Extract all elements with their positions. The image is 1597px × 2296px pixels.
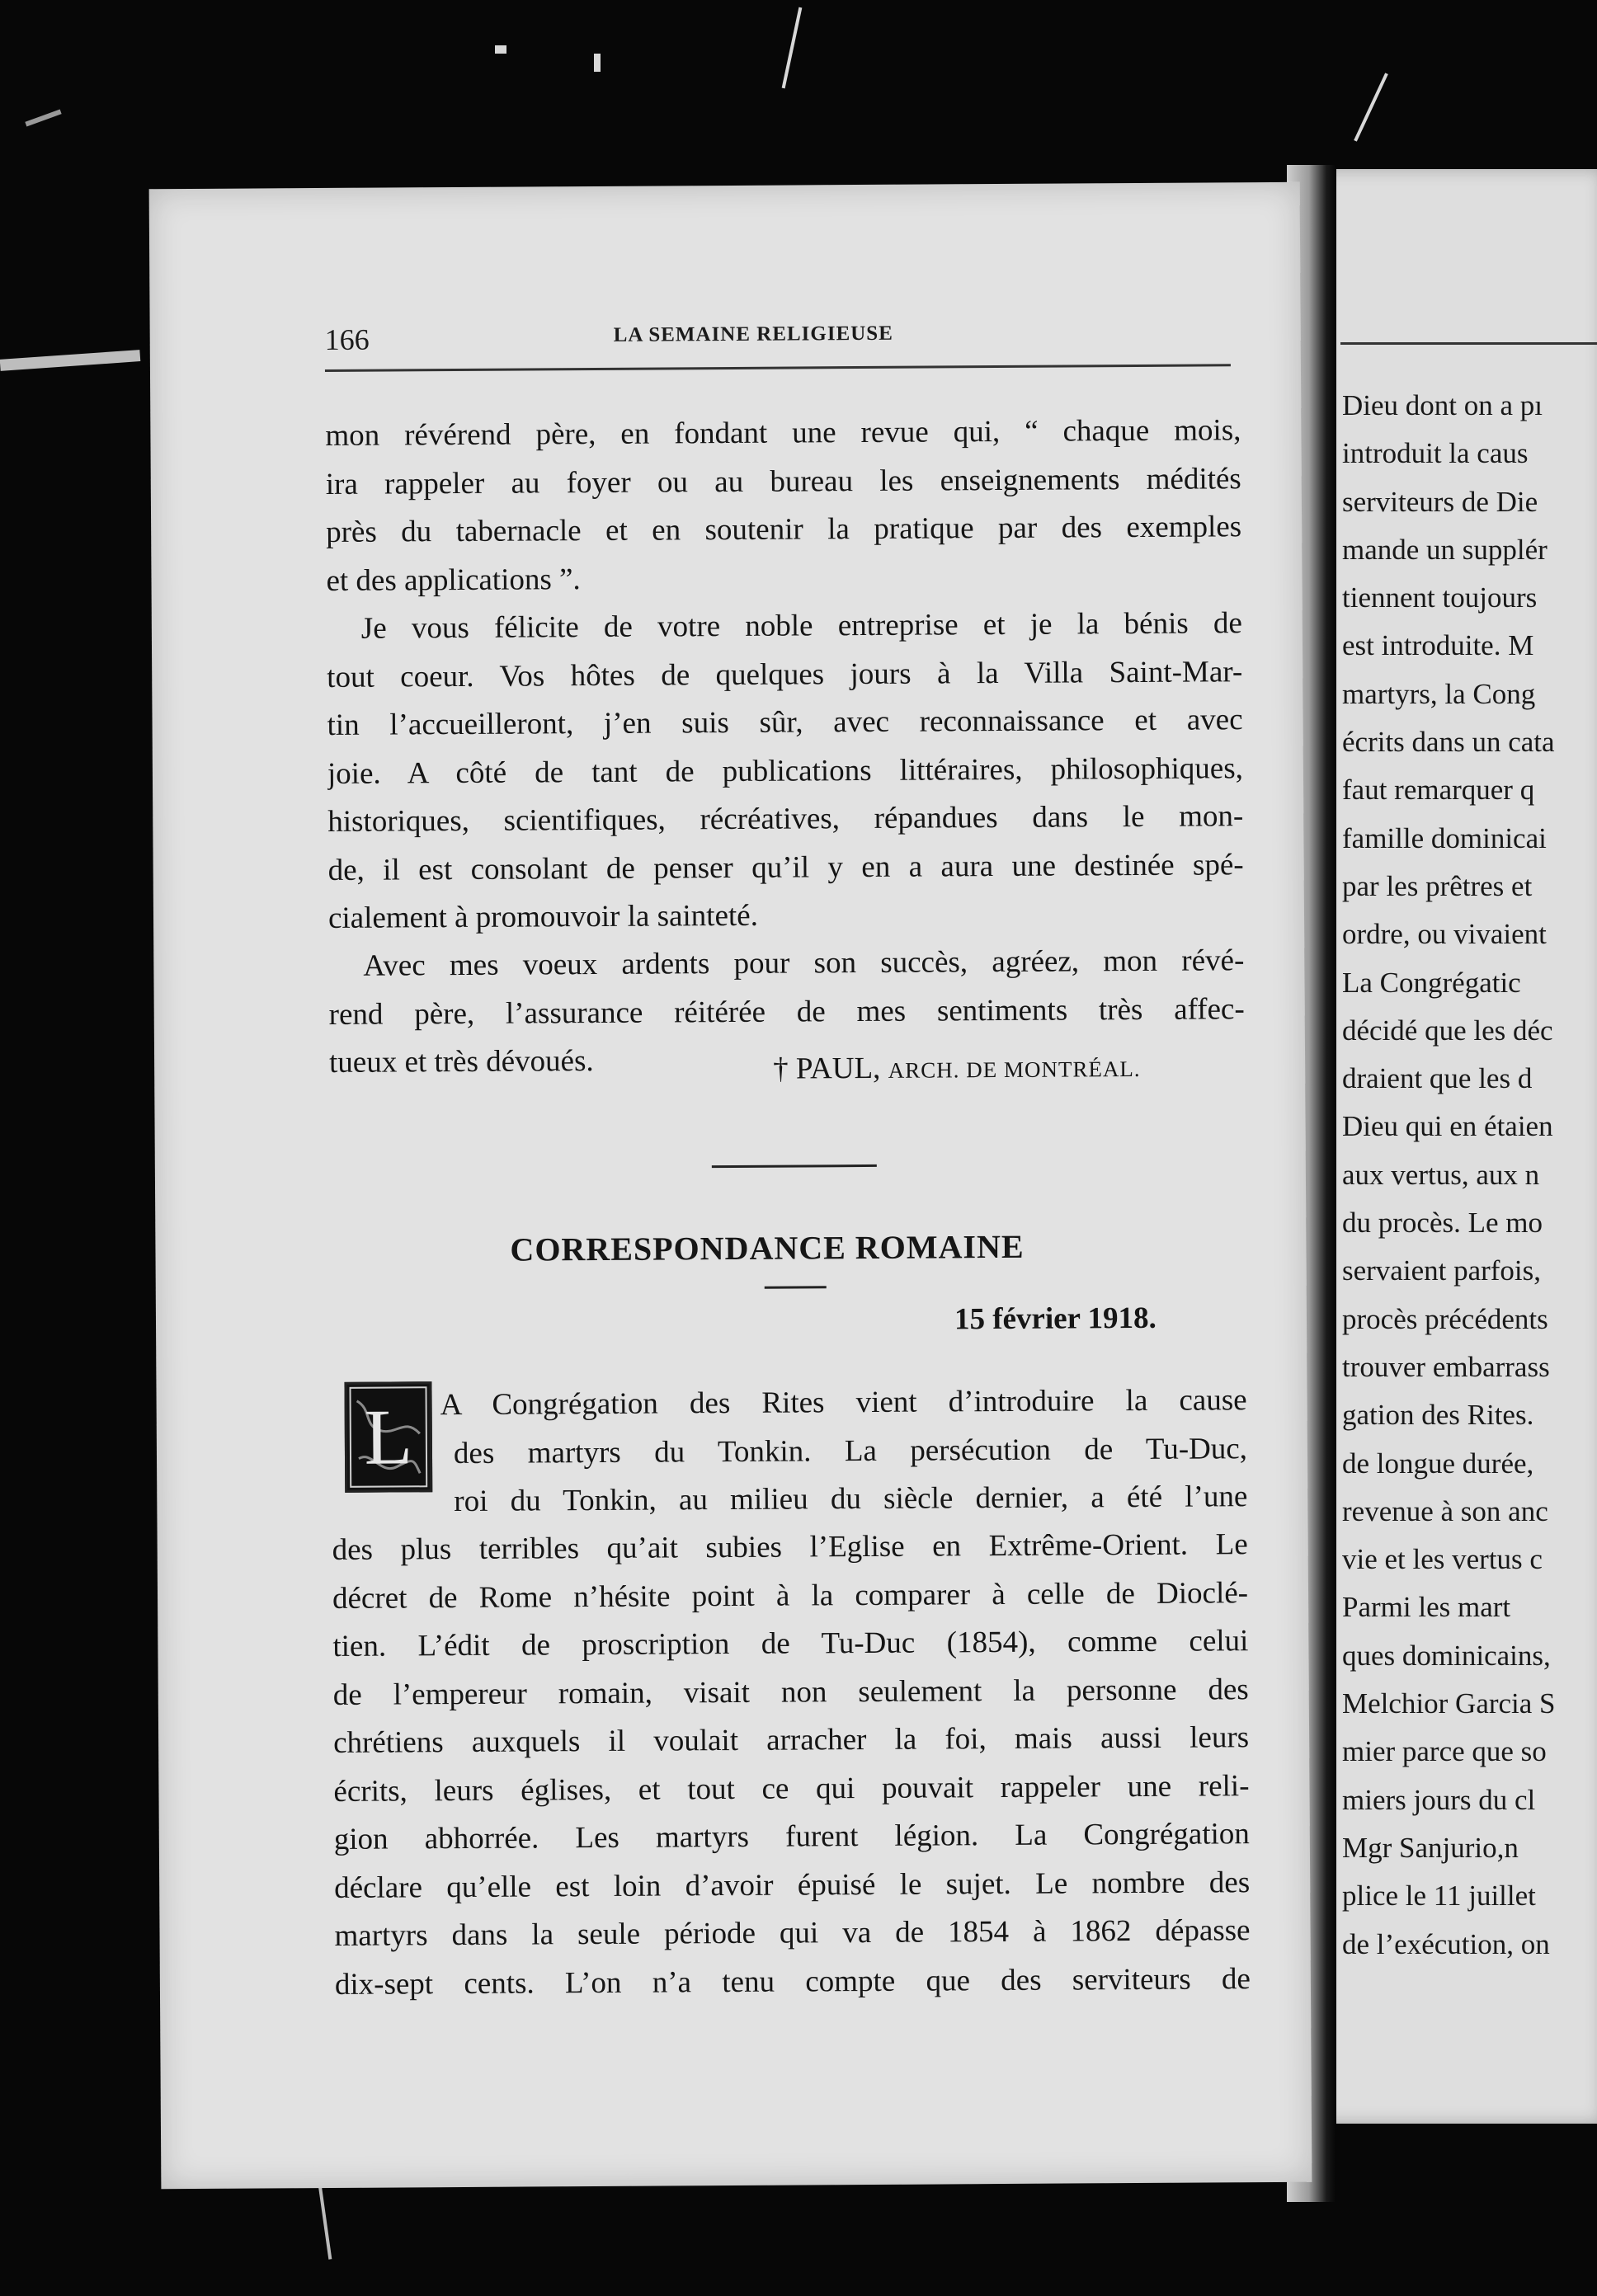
text-line: A Congrégation des Rites vient d’introduire la cause [440,1383,1247,1423]
signature [773,1049,1141,1087]
article-body [332,1521,1251,2009]
dateline: 15 février 1918. [954,1301,1157,1337]
text-line: cialement à promouvoir la sainteté. [327,898,759,935]
text-line: tin l’accueilleront, j’en suis sûr, avec reconnaissance et avec [327,703,1243,742]
right-page-text-line: serviteurs de Die [1342,485,1538,518]
left-page [149,182,1312,2189]
text-line: martyrs dans la seule période qui va de 1854 à 1862 dépasse [334,1913,1251,1953]
text-line: tout coeur. Vos hôtes de quelques jours à la Villa Saint-Mar- [327,654,1243,694]
text-line: mon révérend père, en fondant une revue qui, “ chaque mois, [325,413,1241,453]
scan-speck [782,7,803,89]
right-page-text-line: de l’exécution, on [1342,1927,1550,1960]
scan-speck [1354,73,1388,141]
signature-title: ARCH. DE MONTRÉAL. [888,1056,1141,1083]
article-opening-lines [440,1376,1248,1526]
text-line: rend père, l’assurance réitérée de mes sentiments très affec- [328,991,1245,1032]
scan-speck [495,45,506,54]
scan-speck [0,350,140,371]
right-page-text-column [1342,382,1597,1969]
header-rule [325,364,1231,372]
right-page-text-line: gation des Rites. [1342,1399,1534,1432]
text-line: écrits, leurs églises, et tout ce qui pouvait rappeler une reli- [333,1768,1250,1809]
right-page-text-line: mande un supplér [1342,533,1548,566]
dropcap-ornament-icon [346,1384,430,1490]
scan-speck [25,109,61,126]
right-page-text-line: ques dominicains, [1342,1639,1551,1672]
signature-name: † PAUL, [773,1051,881,1086]
right-page-text-line: Dieu qui en étaien [1342,1110,1553,1143]
right-page-text-line: par les prêtres et [1342,869,1533,902]
text-line: ira rappeler au foyer ou au bureau les enseignements médités [325,461,1241,501]
text-line: Je vous félicite de votre noble entreprise et je la bénis de [360,606,1242,646]
right-page-text-line: La Congrégatic [1342,966,1521,999]
right-page-text-line: est introduite. M [1342,629,1534,662]
text-line: près du tabernacle et en soutenir la pratique par des exemples [326,510,1242,549]
right-page-text-line: Dieu dont on a pı [1342,389,1543,421]
right-page-text-line: draient que les d [1342,1062,1533,1095]
right-page-text-line: vie et les vertus c [1342,1543,1543,1576]
letter-continuation [325,407,1241,605]
right-page-text-line: écrits dans un cata [1342,726,1555,759]
right-page-text-line: aux vertus, aux n [1342,1158,1540,1191]
page-number: 166 [324,322,370,356]
running-head: LA SEMAINE RELIGIEUSE [613,322,893,346]
text-line: déclare qu’elle est loin d’avoir épuisé le sujet. Le nombre des [334,1865,1251,1905]
text-line: Avec mes voeux ardents pour son succès, agréez, mon révé- [363,943,1245,983]
section-divider-rule [712,1164,877,1168]
text-line: tueux et très dévoués. [328,1044,594,1080]
right-page-header-rule [1340,342,1597,345]
right-page-text-line: procès précédents [1342,1302,1548,1335]
right-page-text-line: famille dominicai [1342,821,1547,854]
right-page-text-line: trouver embarrass [1342,1350,1550,1383]
page-header [325,317,1232,355]
section-title: CORRESPONDANCE ROMAINE [510,1227,1025,1268]
text-line: historiques, scientifiques, récréatives, répandues dans le mon- [327,799,1244,839]
right-page-text-line: revenue à son anc [1342,1494,1548,1527]
right-page-text-line: Parmi les mart [1342,1591,1511,1624]
right-page-text-line: ordre, ou vivaient [1342,918,1547,951]
text-line: de, il est consolant de penser qu’il y en a aura une destinée spé- [327,847,1244,887]
right-page-text-line: miers jours du cl [1342,1783,1536,1816]
ornate-dropcap [344,1381,432,1493]
right-page-text-line: faut remarquer q [1342,774,1535,807]
right-page-fragment [1307,169,1597,2124]
right-page-text-line: introduit la caus [1342,437,1529,470]
text-line: des martyrs du Tonkin. La persécution de Tu-Duc, [453,1431,1248,1470]
right-page-text-line: du procès. Le mo [1342,1207,1543,1240]
right-page-text-line: de longue durée, [1342,1447,1534,1480]
right-page-text-line: servaient parfois, [1342,1254,1542,1287]
text-line: des plus terribles qu’ait subies l’Eglise en Extrême-Orient. Le [332,1527,1248,1567]
text-line: et des applications ”. [326,562,581,598]
right-page-text-line: mier parce que so [1342,1735,1547,1768]
text-line: tien. L’édit de proscription de Tu-Duc (1854), comme celui [332,1624,1249,1663]
text-line: dix-sept cents. L’on n’a tenu compte que des serviteurs de [334,1961,1251,2002]
right-page-text-line: plice le 11 juillet [1342,1880,1536,1913]
title-underline-rule [765,1286,827,1288]
svg-text:L: L [364,1392,413,1481]
text-line: gion abhorrée. Les martyrs furent légion. La Congrégation [333,1817,1250,1856]
right-page-text-line: tiennent toujours [1342,581,1538,614]
text-line: roi du Tonkin, au milieu du siècle dernier, a été l’une [454,1480,1248,1519]
right-page-text-line: Mgr Sanjurio,n [1342,1831,1519,1864]
scan-speck [594,54,601,72]
text-line: joie. A côté de tant de publications littéraires, philosophiques, [327,750,1244,791]
right-page-text-line: martyrs, la Cong [1342,677,1536,710]
right-page-text-line: Melchior Garcia S [1342,1687,1556,1720]
letter-paragraph-2 [327,600,1244,943]
text-line: de l’empereur romain, visait non seulement la personne des [332,1672,1249,1712]
text-line: décret de Rome n’hésite point à la comparer à celle de Dioclé- [332,1575,1249,1616]
text-line: chrétiens auxquels il voulait arracher la foi, mais aussi leurs [332,1720,1250,1760]
right-page-text-line: décidé que les déc [1342,1014,1553,1047]
